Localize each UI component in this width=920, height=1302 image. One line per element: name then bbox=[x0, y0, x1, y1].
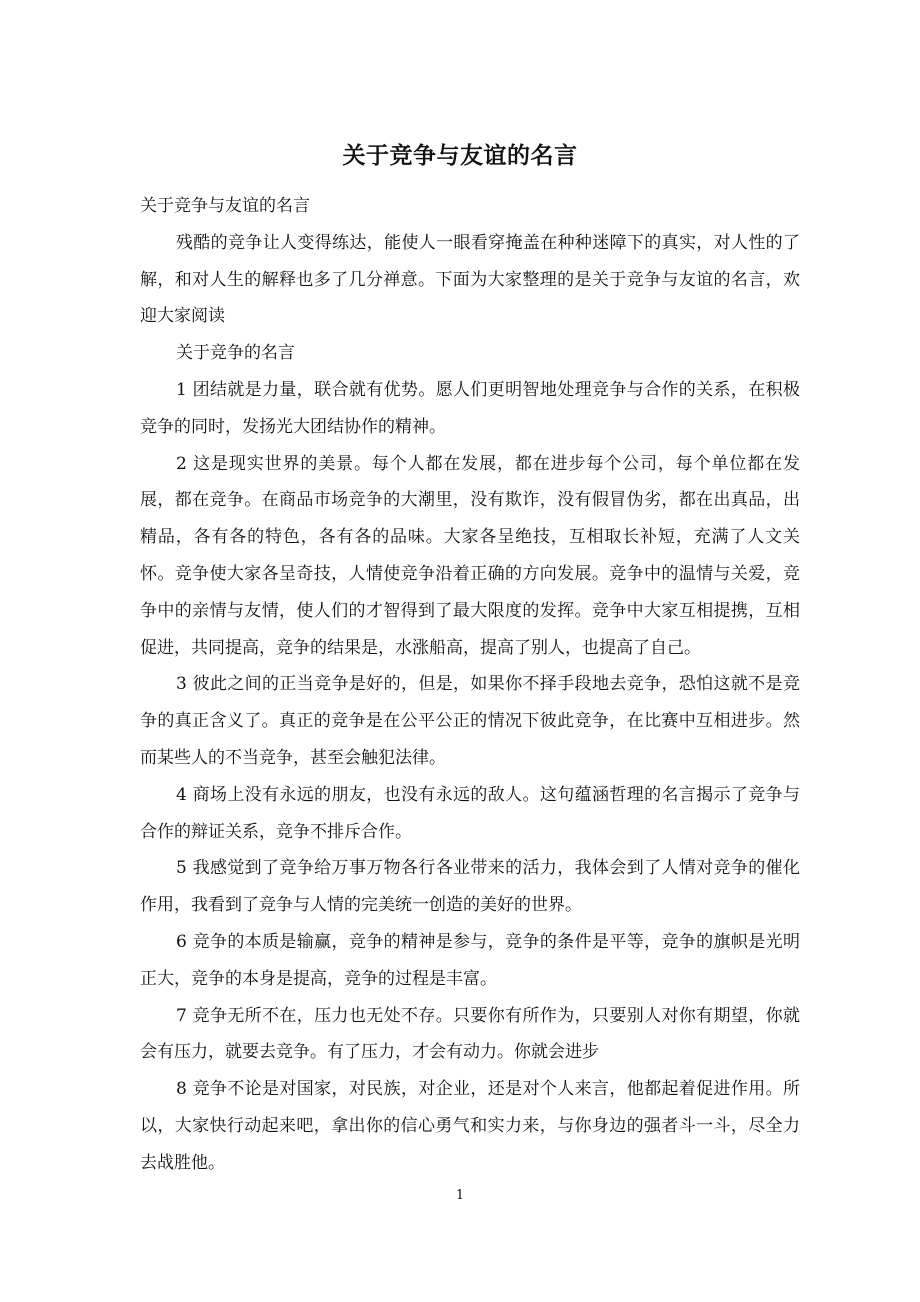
document-subtitle: 关于竞争与友谊的名言 bbox=[140, 196, 310, 216]
page-number: 1 bbox=[455, 1188, 465, 1203]
section-heading: 关于竞争的名言 bbox=[176, 343, 295, 364]
document-title: 关于竞争与友谊的名言 bbox=[342, 142, 578, 169]
document-body bbox=[140, 188, 800, 1182]
quote-paragraph: 6 竞争的本质是输赢，竞争的精神是参与，竞争的条件是平等，竞争的旗帜是光明正大，竞争的本身是提高，竞争的过程是丰富。 bbox=[140, 931, 800, 989]
quote-paragraph: 7 竞争无所不在，压力也无处不存。只要你有所作为，只要别人对你有期望，你就会有压力，就要去竞争。有了压力，才会有动力。你就会进步 bbox=[140, 1005, 800, 1063]
quote-paragraph: 1 团结就是力量，联合就有优势。愿人们更明智地处理竞争与合作的关系，在积极竞争的同时，发扬光大团结协作的精神。 bbox=[140, 379, 800, 437]
quote-paragraph: 2 这是现实世界的美景。每个人都在发展，都在进步每个公司，每个单位都在发展，都在竞争。在商品市场竞争的大潮里，没有欺诈，没有假冒伪劣，都在出真品，出精品，各有各的特色，各有各的品味。大家各呈绝技，互相取长补短，充满了人文关怀。竞争使大家各呈奇技，人情使竞争沿着正确的方向发展。竞争中的温情与关爱，竞争中的亲情与友情，使人们的才智得到了最大限度的发挥。竞争中大家互相提携，互相促进，共同提高，竞争的结果是，水涨船高，提高了别人，也提高了自己。 bbox=[140, 453, 800, 658]
quote-paragraph: 3 彼此之间的正当竞争是好的，但是，如果你不择手段地去竞争，恐怕这就不是竞争的真正含义了。真正的竞争是在公平公正的情况下彼此竞争，在比赛中互相进步。然而某些人的不当竞争，甚至会触犯法律。 bbox=[140, 674, 800, 768]
quote-paragraph: 4 商场上没有永远的朋友，也没有永远的敌人。这句蕴涵哲理的名言揭示了竞争与合作的辩证关系，竞争不排斥合作。 bbox=[140, 784, 800, 842]
quote-paragraph: 8 竞争不论是对国家，对民族，对企业，还是对个人来言，他都起着促进作用。所以，大家快行动起来吧，拿出你的信心勇气和实力来，与你身边的强者斗一斗，尽全力去战胜他。 bbox=[140, 1079, 800, 1173]
intro-paragraph: 残酷的竞争让人变得练达，能使人一眼看穿掩盖在种种迷障下的真实，对人性的了解，和对人生的解释也多了几分禅意。下面为大家整理的是关于竞争与友谊的名言，欢迎大家阅读 bbox=[140, 232, 800, 327]
quote-paragraph: 5 我感觉到了竞争给万事万物各行各业带来的活力，我体会到了人情对竞争的催化作用，我看到了竞争与人情的完美统一创造的美好的世界。 bbox=[140, 858, 800, 916]
